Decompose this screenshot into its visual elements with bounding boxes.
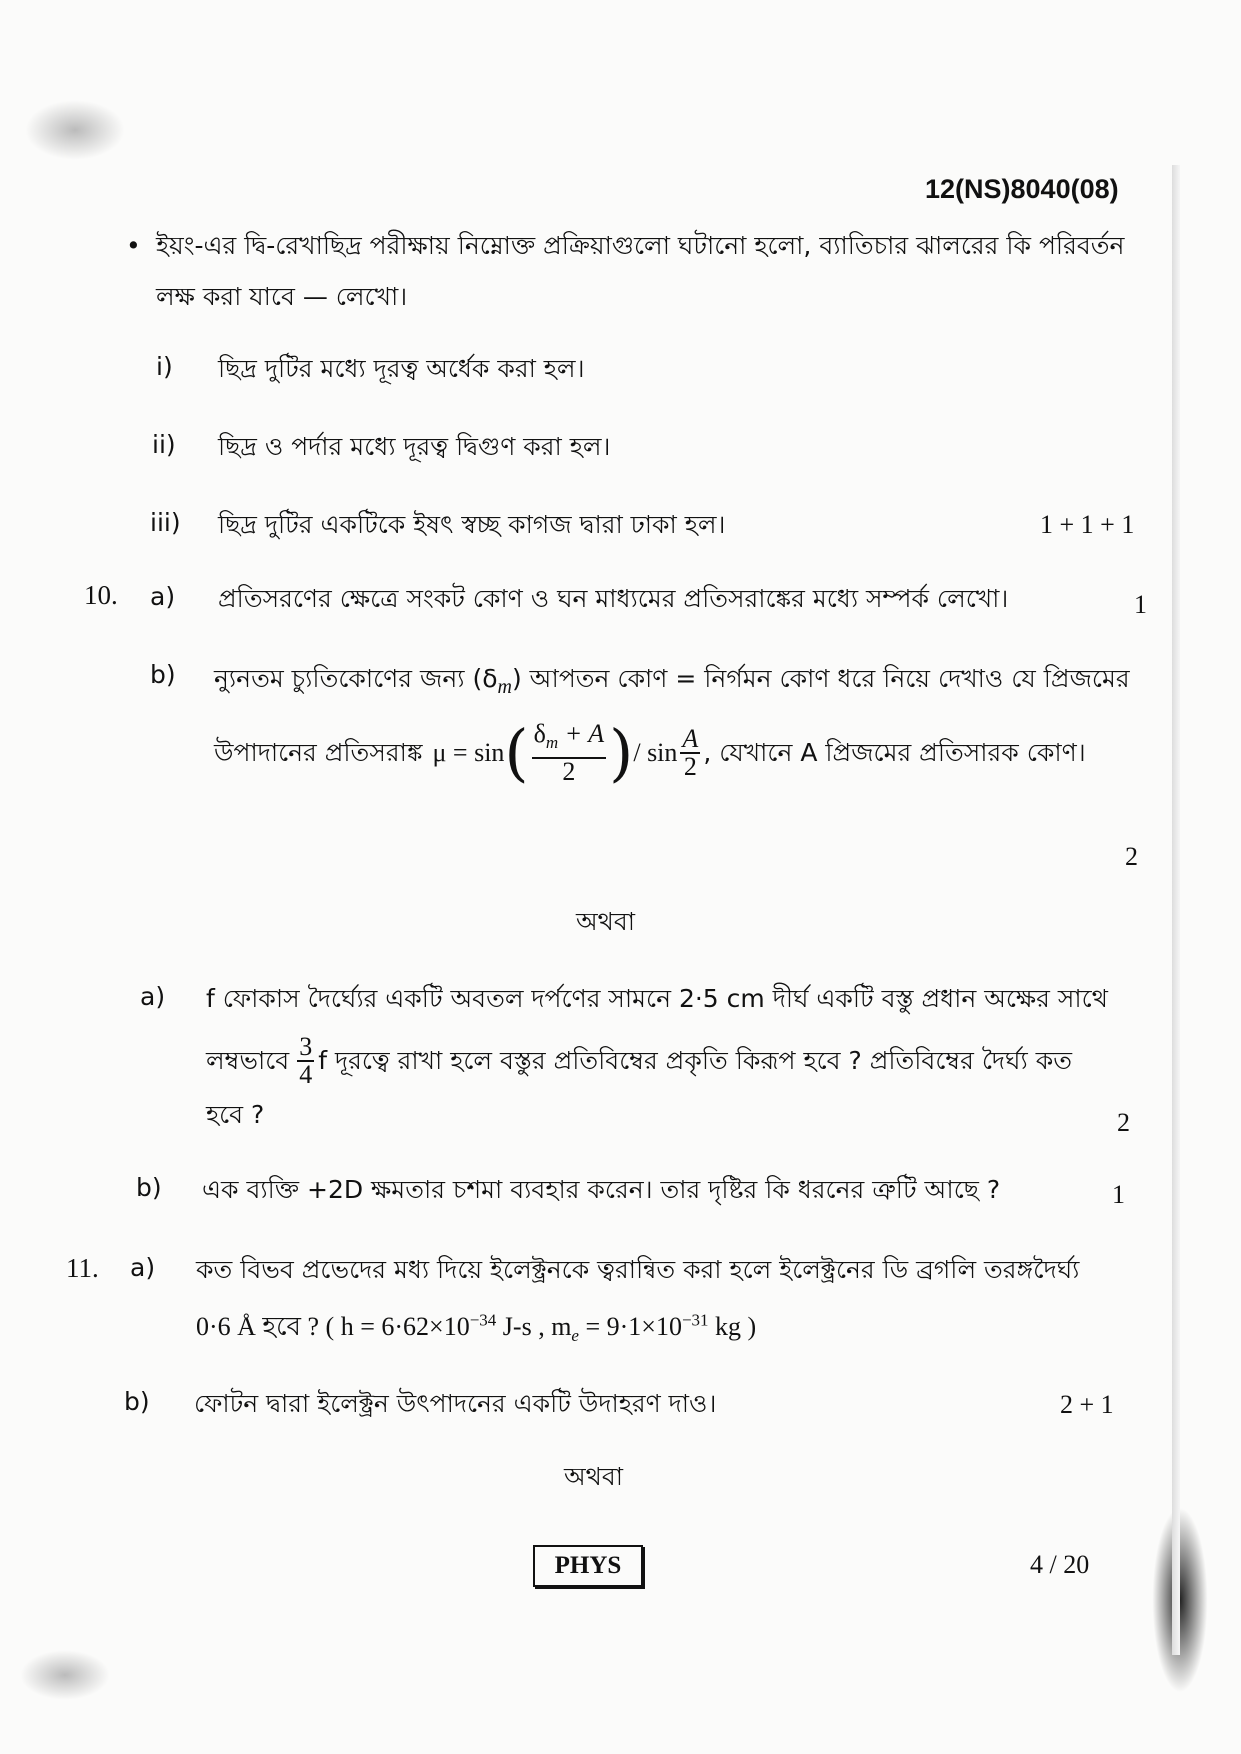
- paper-code: 12(NS)8040(08): [925, 174, 1119, 204]
- q11-a-line2-pre: 0·6 Å হবে ? ( h = 6·62×10: [196, 1312, 470, 1341]
- q11-number: 11.: [66, 1253, 99, 1283]
- formula-mid: / sin: [633, 738, 678, 767]
- alt-fraction: [297, 1034, 314, 1088]
- q10-b-marks: 2: [1125, 842, 1138, 871]
- q10-b-text-line1: [214, 662, 1130, 704]
- formula-fraction-2: [680, 726, 700, 780]
- intro-item-ii-text: ছিদ্র ও পর্দার মধ্যে দূরত্ব দ্বিগুণ করা হল।: [218, 432, 611, 461]
- q10-alt-b-text: এক ব্যক্তি +2D ক্ষমতার চশমা ব্যবহার করেন। তার দৃষ্টির কি ধরনের ত্রুটি আছে ?: [202, 1175, 1001, 1204]
- q10-b-line1-sub: m: [497, 676, 512, 698]
- q11-b-label: b): [124, 1387, 150, 1416]
- intro-item-i-text: ছিদ্র দুটির মধ্যে দূরত্ব অর্ধেক করা হল।: [218, 354, 585, 383]
- q10-alt-b-marks: 1: [1112, 1180, 1125, 1209]
- q11-marks: 2 + 1: [1060, 1390, 1114, 1419]
- formula-mu: μ = sin: [432, 738, 505, 767]
- q10-a-label: a): [150, 582, 176, 611]
- q10-a-marks: 1: [1134, 590, 1147, 619]
- q11-a-line2-mid: J-s , m: [496, 1312, 572, 1341]
- q11-a-sub-e: e: [571, 1326, 579, 1346]
- alt-frac-denominator: 4: [299, 1060, 313, 1089]
- intro-text-line1: ইয়ং-এর দ্বি-রেখাছিদ্র পরীক্ষায় নিম্নোক্ত প্রক্রিয়াগুলো ঘটানো হলো, ব্যাতিচার ঝালরের কি পরিবর্তন: [156, 231, 1125, 260]
- formula-paren-close: ): [609, 716, 634, 789]
- right-edge-shadow: [1172, 165, 1180, 1655]
- intro-item-iii-text: ছিদ্র দুটির একটিকে ইষৎ স্বচ্ছ কাগজ দ্বারা ঢাকা হল।: [218, 510, 726, 539]
- q11-or: অথবা: [564, 1462, 624, 1491]
- intro-bullet: •: [126, 231, 141, 260]
- q10-alt-a-label: a): [140, 982, 166, 1011]
- q11-a-line2: [196, 1306, 756, 1350]
- q11-a-label: a): [130, 1253, 156, 1282]
- intro-item-i-label: i): [156, 352, 173, 381]
- formula-num-delta: δ: [533, 719, 546, 749]
- q10-b-line2-post: , যেখানে A প্রিজমের প্রতিসারক কোণ।: [703, 738, 1086, 767]
- scan-smudge-bottom-left: [20, 1650, 110, 1700]
- intro-item-ii-label: ii): [152, 430, 176, 459]
- q10-b-line2-pre: উপাদানের প্রতিসরাঙ্ক: [214, 738, 423, 767]
- scan-smudge-top-left: [25, 100, 125, 160]
- intro-text-line2: লক্ষ করা যাবে — লেখো।: [156, 282, 408, 311]
- q10-alt-a-line1: f ফোকাস দৈর্ঘ্যের একটি অবতল দর্পণের সামনে 2·5 cm দীর্ঘ একটি বস্তু প্রধান অক্ষের সাথে: [206, 984, 1108, 1013]
- q10-b-line1-pre: ন্যুনতম চ্যুতিকোণের জন্য (δ: [214, 664, 498, 693]
- q10-alt-a-line3: হবে ?: [206, 1100, 265, 1129]
- formula-num-post: + A: [558, 719, 605, 749]
- q11-a-line2-mid2: = 9·1×10: [578, 1312, 682, 1341]
- q10-a-text: প্রতিসরণের ক্ষেত্রে সংকট কোণ ও ঘন মাধ্যমের প্রতিসরাঙ্কের মধ্যে সম্পর্ক লেখো।: [218, 584, 1009, 613]
- q10-number: 10.: [84, 580, 118, 610]
- q11-a-line2-post: kg ): [708, 1312, 757, 1341]
- intro-item-iii-label: iii): [150, 508, 181, 537]
- page-number: 4 / 20: [1030, 1550, 1090, 1579]
- formula-num-sub: m: [545, 733, 559, 753]
- intro-marks: 1 + 1 + 1: [1040, 510, 1135, 539]
- formula-paren-open: (: [504, 716, 529, 789]
- alt-frac-numerator: 3: [299, 1032, 313, 1061]
- q10-alt-a-marks: 2: [1117, 1108, 1130, 1137]
- formula-frac2-denominator: 2: [683, 752, 697, 781]
- formula-frac1-numerator: [532, 721, 607, 758]
- q10-b-label: b): [150, 660, 176, 689]
- q10-alt-b-label: b): [136, 1173, 162, 1202]
- q11-b-text: ফোটন দ্বারা ইলেক্ট্রন উৎপাদনের একটি উদাহরণ দাও।: [194, 1389, 717, 1418]
- q11-a-exp1: −34: [469, 1310, 497, 1330]
- subject-code-box: PHYS: [533, 1545, 643, 1587]
- formula-frac1-denominator: 2: [562, 756, 576, 786]
- q10-or: অথবা: [576, 907, 636, 936]
- q10-alt-a-line2: [206, 1030, 1072, 1092]
- scan-smudge-right: [1150, 1500, 1210, 1700]
- q11-a-line1: কত বিভব প্রভেদের মধ্য দিয়ে ইলেক্ট্রনকে ত্বরান্বিত করা হলে ইলেক্ট্রনের ডি ব্রগলি তরঙ্গদৈর্ঘ্য: [196, 1255, 1080, 1284]
- formula-frac2-numerator: A: [682, 724, 699, 753]
- q10-b-line1-post: ) আপতন কোণ = নির্গমন কোণ ধরে নিয়ে দেখাও যে প্রিজমের: [511, 664, 1130, 693]
- formula-fraction-1: [532, 721, 607, 784]
- q11-a-exp2: −31: [681, 1310, 709, 1330]
- q10-alt-a-line2-post: f দূরত্বে রাখা হলে বস্তুর প্রতিবিম্বের প্রকৃতি কিরূপ হবে ? প্রতিবিম্বের দৈর্ঘ্য কত: [318, 1046, 1072, 1075]
- q10-alt-a-line2-pre: লম্বভাবে: [206, 1046, 290, 1075]
- q10-b-text-line2: [214, 718, 1086, 788]
